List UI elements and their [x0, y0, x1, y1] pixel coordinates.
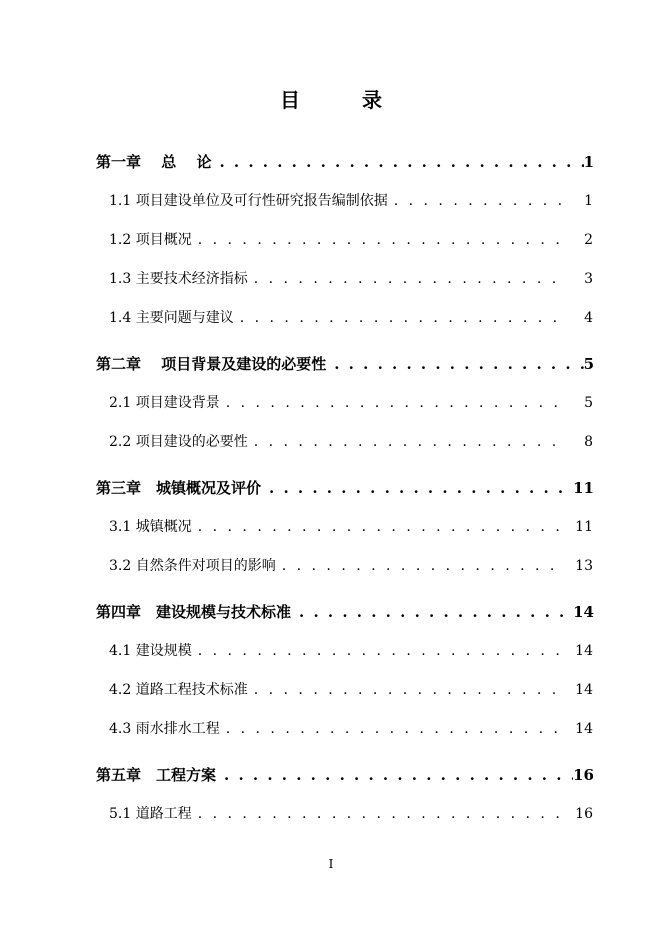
toc-section-entry[interactable]: [109, 555, 593, 575]
toc-entry-page-number: 14: [575, 682, 593, 698]
toc-entry-page-number: 1: [584, 193, 593, 209]
toc-dot-leader: [226, 395, 563, 411]
toc-dot-leader: [269, 479, 573, 497]
toc-title: [0, 84, 662, 113]
toc-entry-page-number: 3: [584, 271, 593, 287]
toc-dot-leader: [299, 603, 573, 621]
toc-entry-label: 3.2 自然条件对项目的影响: [109, 558, 276, 574]
toc-chapter-entry[interactable]: [96, 353, 594, 374]
toc-section-entry[interactable]: [109, 718, 593, 738]
toc-entry-page-number: 5: [584, 395, 593, 411]
toc-entry-label: 3.1 城镇概况: [109, 519, 192, 535]
toc-entry-page-number: 14: [575, 721, 593, 737]
page-number: I: [328, 857, 334, 871]
toc-chapter-entry[interactable]: [96, 601, 594, 622]
toc-chapter-entry[interactable]: [96, 764, 594, 785]
toc-entry-page-number: 14: [575, 643, 593, 659]
toc-entry-page-number: 11: [573, 479, 594, 497]
toc-section-entry[interactable]: [109, 516, 593, 536]
toc-dot-leader: [254, 682, 563, 698]
toc-entry-page-number: 14: [573, 603, 594, 621]
toc-entry-page-number: 8: [584, 434, 593, 450]
toc-entry-page-number: 2: [584, 232, 593, 248]
toc-entry-page-number: 16: [573, 766, 594, 784]
toc-dot-leader: [198, 806, 563, 822]
toc-dot-leader: [198, 232, 563, 248]
toc-section-entry[interactable]: [109, 803, 593, 823]
toc-section-entry[interactable]: [109, 679, 593, 699]
toc-entry-label: 1.2 项目概况: [109, 232, 192, 248]
toc-dot-leader: [219, 153, 583, 171]
toc-entry-label: 2.1 项目建设背景: [109, 395, 220, 411]
toc-entry-label: 5.1 道路工程: [109, 806, 192, 822]
toc-section-entry[interactable]: [109, 190, 593, 210]
toc-section-entry[interactable]: [109, 268, 593, 288]
toc-entry-page-number: 1: [583, 153, 594, 171]
toc-chapter-entry[interactable]: [96, 151, 594, 172]
toc-entry-page-number: 4: [584, 310, 593, 326]
toc-dot-leader: [334, 355, 583, 373]
toc-dot-leader: [282, 558, 563, 574]
toc-entry-label: 第二章 项目背景及建设的必要性: [96, 355, 327, 373]
toc-section-entry[interactable]: [109, 229, 593, 249]
toc-entry-page-number: 16: [575, 806, 593, 822]
toc-entry-label: 4.2 道路工程技术标准: [109, 682, 248, 698]
toc-entry-label: 1.4 主要问题与建议: [109, 310, 234, 326]
toc-entry-label: 1.1 项目建设单位及可行性研究报告编制依据: [109, 193, 388, 209]
toc-entry-label: 第五章 工程方案: [96, 766, 217, 784]
toc-section-entry[interactable]: [109, 392, 593, 412]
toc-dot-leader: [226, 721, 563, 737]
toc-chapter-entry[interactable]: [96, 477, 594, 498]
toc-dot-leader: [240, 310, 563, 326]
toc-dot-leader: [198, 643, 563, 659]
toc-entry-label: 第一章 总 论: [96, 153, 212, 171]
toc-title-part-2: 录: [362, 88, 382, 112]
toc-entry-page-number: 11: [575, 519, 593, 535]
toc-entry-label: 1.3 主要技术经济指标: [109, 271, 248, 287]
toc-entry-label: 第三章 城镇概况及评价: [96, 479, 262, 497]
toc-entry-label: 4.1 建设规模: [109, 643, 192, 659]
toc-entry-label: 2.2 项目建设的必要性: [109, 434, 248, 450]
toc-entry-label: 第四章 建设规模与技术标准: [96, 603, 292, 621]
toc-section-entry[interactable]: [109, 640, 593, 660]
toc-entry-page-number: 5: [583, 355, 594, 373]
toc-dot-leader: [394, 193, 563, 209]
toc-title-part-1: 目: [280, 88, 300, 112]
toc-entry-label: 4.3 雨水排水工程: [109, 721, 220, 737]
toc-section-entry[interactable]: [109, 307, 593, 327]
toc-entry-page-number: 13: [575, 558, 593, 574]
toc-dot-leader: [254, 434, 563, 450]
toc-dot-leader: [224, 766, 573, 784]
toc-dot-leader: [198, 519, 563, 535]
toc-section-entry[interactable]: [109, 431, 593, 451]
toc-dot-leader: [254, 271, 563, 287]
